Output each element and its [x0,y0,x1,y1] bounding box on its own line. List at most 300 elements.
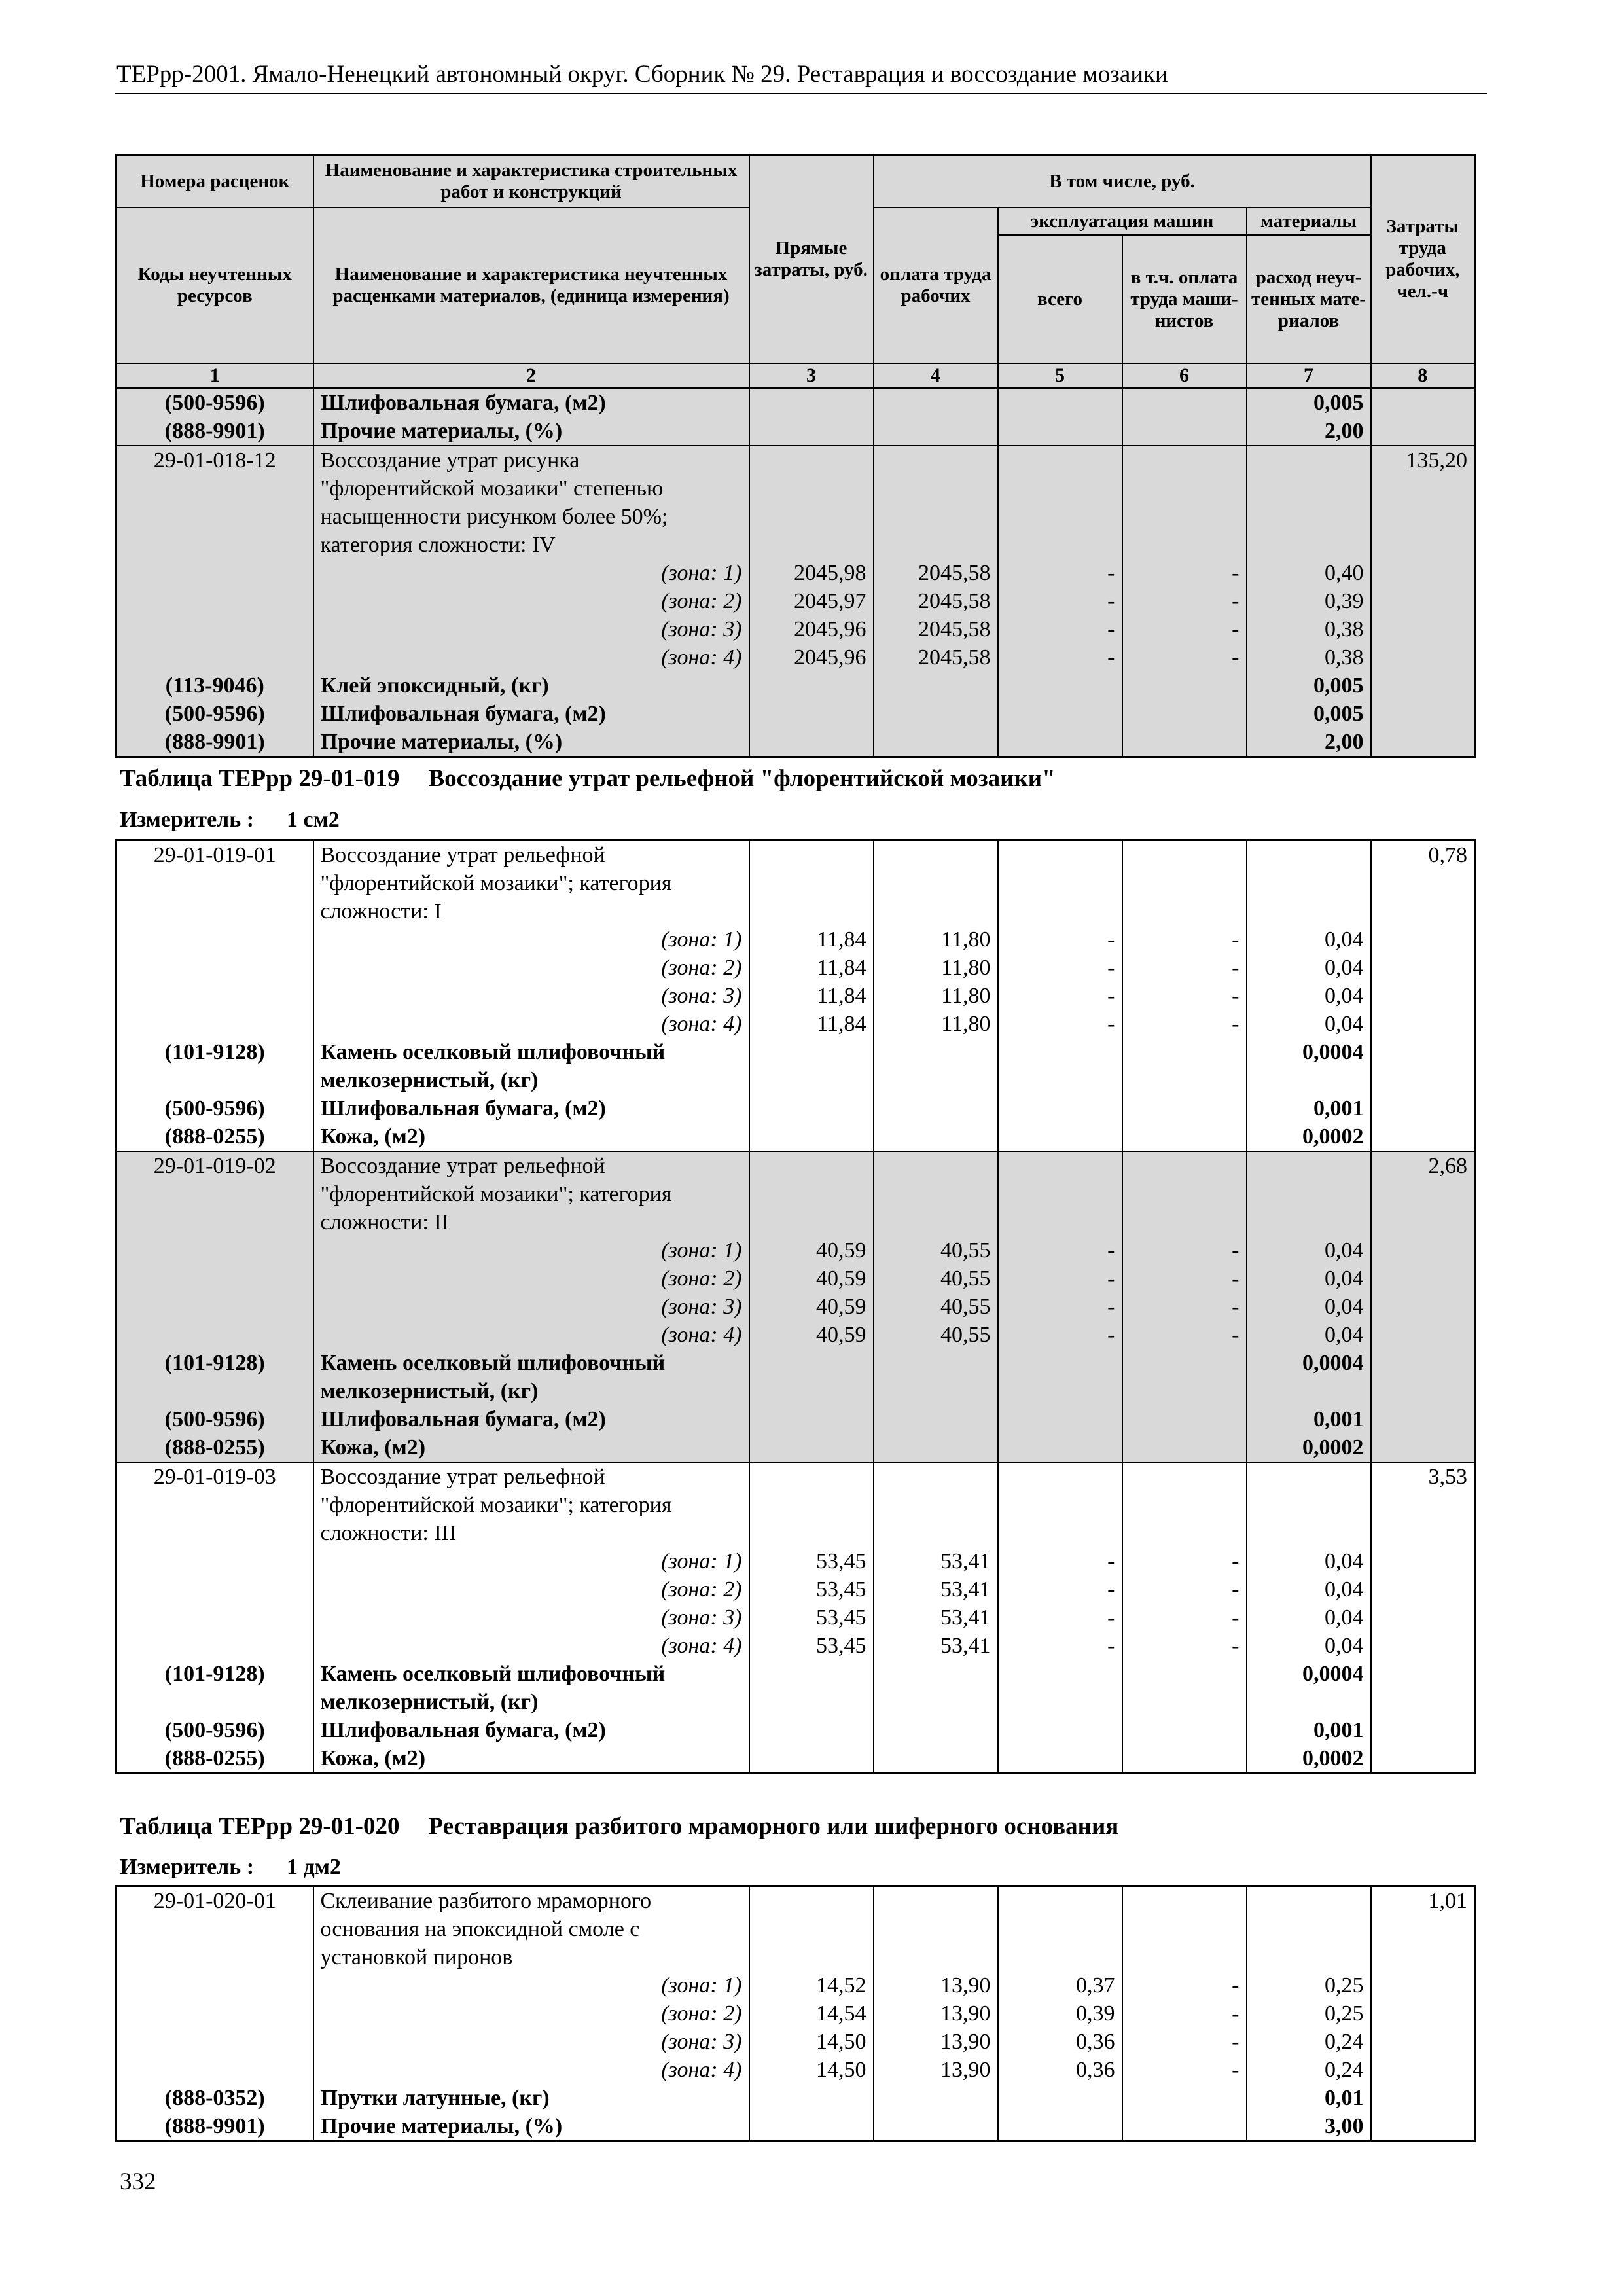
direct-costs-cell: 11,84 [749,925,874,954]
machine-total-cell [998,1688,1122,1716]
rate-code-cell: (888-0255) [116,1744,313,1774]
rate-code-cell [116,1208,313,1236]
labor-pay-cell: 13,90 [874,2028,998,2056]
labor-pay-cell [874,1349,998,1377]
meter-label: Измеритель : [120,1855,255,1879]
rate-code-cell [116,1377,313,1405]
labor-costs-cell [1371,1265,1475,1293]
description-cell: Воссоздание утрат рельефной [313,1462,749,1491]
table-row [116,897,1475,925]
materials-cell [1247,1519,1371,1547]
direct-costs-cell [749,869,874,897]
rate-code-cell [116,1547,313,1575]
table-row [116,388,1475,417]
machine-total-cell [998,1405,1122,1433]
direct-costs-cell [749,1433,874,1462]
machinist-pay-cell [1122,1208,1247,1236]
machine-total-cell: - [998,1321,1122,1349]
direct-costs-cell [749,1716,874,1744]
direct-costs-cell: 2045,97 [749,587,874,615]
labor-pay-cell [874,417,998,446]
rate-code-cell [116,954,313,982]
table-row [116,1433,1475,1462]
materials-cell: 0,04 [1247,982,1371,1010]
zone-label-cell: (зона: 3) [313,1293,749,1321]
column-number: 2 [313,363,749,388]
table-title: Воссоздание утрат рельефной "флорентийской мозаики" [428,765,1056,792]
rate-code-cell [116,1632,313,1660]
header-including: В том числе, руб. [874,155,1371,208]
labor-pay-cell [874,1038,998,1066]
machine-total-cell: - [998,982,1122,1010]
direct-costs-cell [749,2084,874,2112]
labor-costs-cell: 1,01 [1371,1886,1475,1916]
machinist-pay-cell [1122,531,1247,559]
rate-code-cell [116,2056,313,2084]
machinist-pay-cell: - [1122,615,1247,643]
machinist-pay-cell: - [1122,2056,1247,2084]
direct-costs-cell [749,1462,874,1491]
labor-costs-cell [1371,954,1475,982]
direct-costs-cell: 2045,96 [749,615,874,643]
rate-code-cell [116,1915,313,1943]
labor-pay-cell [874,1433,998,1462]
zone-label-cell: (зона: 1) [313,1971,749,2000]
machinist-pay-cell: - [1122,1293,1247,1321]
table-row [116,2028,1475,2056]
labor-costs-cell [1371,1066,1475,1094]
materials-cell [1247,897,1371,925]
materials-cell [1247,1688,1371,1716]
machinist-pay-cell: - [1122,925,1247,954]
materials-cell: 0,001 [1247,1094,1371,1122]
materials-cell: 0,04 [1247,1604,1371,1632]
machine-total-cell [998,869,1122,897]
machine-total-cell: - [998,1293,1122,1321]
materials-cell: 0,04 [1247,1265,1371,1293]
table-row [116,2056,1475,2084]
zone-label-cell: (зона: 2) [313,1575,749,1604]
description-cell: "флорентийской мозаики"; категория [313,1180,749,1208]
table-row [116,1405,1475,1433]
labor-pay-cell [874,446,998,475]
description-cell: мелкозернистый, (кг) [313,1066,749,1094]
rate-code-cell [116,1943,313,1971]
machine-total-cell [998,1716,1122,1744]
materials-cell: 0,0002 [1247,1433,1371,1462]
table-row [116,417,1475,446]
direct-costs-cell [749,1491,874,1519]
header-rule [115,93,1487,94]
machine-total-cell: 0,36 [998,2056,1122,2084]
direct-costs-cell [749,1151,874,1180]
meter-value: 1 дм2 [287,1855,341,1879]
rate-code-cell: (500-9596) [116,1094,313,1122]
table-row [116,869,1475,897]
materials-cell: 0,04 [1247,1575,1371,1604]
description-cell: Камень оселковый шлифовочный [313,1038,749,1066]
column-number: 6 [1122,363,1247,388]
machinist-pay-cell [1122,1462,1247,1491]
rates-table-018 [115,154,1476,758]
labor-costs-cell [1371,2000,1475,2028]
labor-costs-cell [1371,1660,1475,1688]
table-row [116,1971,1475,2000]
materials-cell: 0,25 [1247,1971,1371,2000]
description-cell: Прочие материалы, (%) [313,2112,749,2142]
rate-code-cell [116,1604,313,1632]
machine-total-cell [998,1943,1122,1971]
materials-cell [1247,446,1371,475]
table-row [116,1716,1475,1744]
rate-code-cell [116,1971,313,2000]
labor-costs-cell [1371,1519,1475,1547]
machinist-pay-cell [1122,1151,1247,1180]
materials-cell [1247,1491,1371,1519]
materials-cell: 0,04 [1247,1547,1371,1575]
machine-total-cell [998,2084,1122,2112]
column-numbers-row [116,363,1475,388]
machine-total-cell: - [998,587,1122,615]
machine-total-cell [998,1915,1122,1943]
table-row [116,1744,1475,1774]
section-title-019 [120,764,1056,793]
direct-costs-cell: 53,45 [749,1575,874,1604]
labor-costs-cell [1371,1632,1475,1660]
rate-code-cell: (888-9901) [116,728,313,757]
header-machinist-pay: в т.ч. оплата труда маши-нистов [1122,235,1247,363]
labor-pay-cell [874,1122,998,1151]
rate-code-cell: (888-0255) [116,1122,313,1151]
table-row [116,1462,1475,1491]
column-number: 4 [874,363,998,388]
labor-costs-cell [1371,1293,1475,1321]
rate-code-cell [116,2028,313,2056]
labor-pay-cell [874,1716,998,1744]
rates-table-020 [115,1885,1476,2142]
table-row [116,1151,1475,1180]
description-cell: сложности: I [313,897,749,925]
machinist-pay-cell [1122,1660,1247,1688]
labor-pay-cell [874,897,998,925]
table-row [116,1321,1475,1349]
machinist-pay-cell [1122,446,1247,475]
meter-label: Измеритель : [120,808,255,832]
labor-pay-cell [874,1943,998,1971]
labor-costs-cell [1371,1971,1475,2000]
header-direct-costs: Прямые затраты, руб. [749,155,874,364]
rate-code-cell [116,869,313,897]
labor-costs-cell [1371,1604,1475,1632]
machine-total-cell [998,1122,1122,1151]
labor-pay-cell [874,2084,998,2112]
materials-cell: 0,04 [1247,1010,1371,1038]
page-number: 332 [120,2168,156,2195]
machine-total-cell [998,700,1122,728]
machinist-pay-cell [1122,1744,1247,1774]
meter-020 [120,1854,341,1881]
machine-total-cell [998,1462,1122,1491]
machinist-pay-cell [1122,417,1247,446]
table-row [116,1122,1475,1151]
description-cell: мелкозернистый, (кг) [313,1688,749,1716]
header-rate-numbers: Номера расценок [116,155,313,208]
machine-total-cell: - [998,1236,1122,1265]
machinist-pay-cell [1122,2084,1247,2112]
machinist-pay-cell [1122,1688,1247,1716]
direct-costs-cell: 40,59 [749,1293,874,1321]
rate-code-cell [116,897,313,925]
labor-pay-cell [874,840,998,870]
machinist-pay-cell: - [1122,954,1247,982]
description-cell: категория сложности: IV [313,531,749,559]
labor-costs-cell [1371,1433,1475,1462]
labor-costs-cell: 135,20 [1371,446,1475,475]
labor-costs-cell [1371,1321,1475,1349]
machine-total-cell: 0,36 [998,2028,1122,2056]
table-id: Таблица ТЕРрр 29-01-019 [120,765,400,792]
labor-pay-cell [874,2112,998,2142]
direct-costs-cell [749,503,874,531]
materials-cell: 0,24 [1247,2028,1371,2056]
materials-cell: 0,39 [1247,587,1371,615]
rate-code-cell [116,2000,313,2028]
zone-label-cell: (зона: 4) [313,1632,749,1660]
machinist-pay-cell [1122,1716,1247,1744]
description-cell: Прочие материалы, (%) [313,417,749,446]
labor-pay-cell [874,1688,998,1716]
rate-code-cell [116,1265,313,1293]
zone-label-cell: (зона: 2) [313,2000,749,2028]
materials-cell [1247,840,1371,870]
header-machine-ops: эксплуатация машин [998,207,1247,235]
direct-costs-cell [749,840,874,870]
description-cell: Шлифовальная бумага, (м2) [313,1405,749,1433]
zone-label-cell: (зона: 4) [313,2056,749,2084]
labor-costs-cell [1371,503,1475,531]
rate-code-cell [116,615,313,643]
labor-costs-cell [1371,925,1475,954]
column-number: 7 [1247,363,1371,388]
machinist-pay-cell [1122,840,1247,870]
machine-total-cell [998,1886,1122,1916]
description-cell: Воссоздание утрат рельефной [313,840,749,870]
direct-costs-cell [749,1744,874,1774]
zone-label-cell: (зона: 3) [313,982,749,1010]
table-title: Реставрация разбитого мраморного или шиферного основания [428,1813,1119,1840]
labor-costs-cell [1371,1405,1475,1433]
table-row [116,954,1475,982]
labor-costs-cell [1371,2084,1475,2112]
direct-costs-cell [749,700,874,728]
direct-costs-cell: 11,84 [749,982,874,1010]
table-row [116,1066,1475,1094]
machine-total-cell [998,897,1122,925]
materials-cell: 0,04 [1247,1293,1371,1321]
rate-code-cell [116,559,313,587]
description-cell: Воссоздание утрат рисунка [313,446,749,475]
zone-label-cell: (зона: 1) [313,1236,749,1265]
direct-costs-cell [749,1688,874,1716]
description-cell: Кожа, (м2) [313,1122,749,1151]
labor-pay-cell [874,1519,998,1547]
table-row [116,1632,1475,1660]
table-row [116,2000,1475,2028]
direct-costs-cell: 11,84 [749,1010,874,1038]
labor-pay-cell [874,388,998,417]
table-row [116,503,1475,531]
machinist-pay-cell [1122,1491,1247,1519]
table-row [116,1575,1475,1604]
table-row [116,982,1475,1010]
table-row [116,615,1475,643]
machinist-pay-cell [1122,1943,1247,1971]
labor-costs-cell [1371,1010,1475,1038]
machine-total-cell [998,446,1122,475]
labor-costs-cell [1371,2056,1475,2084]
machinist-pay-cell [1122,1886,1247,1916]
machine-total-cell [998,840,1122,870]
rate-code-cell [116,1321,313,1349]
header-material-name: Наименование и характеристика неучтенных расценками материалов, (единица измерения) [313,207,749,363]
header-materials-expense: расход неуч-тенных мате-риалов [1247,235,1371,363]
machinist-pay-cell: - [1122,643,1247,672]
machine-total-cell: - [998,559,1122,587]
labor-costs-cell: 0,78 [1371,840,1475,870]
direct-costs-cell: 14,50 [749,2056,874,2084]
materials-cell: 0,01 [1247,2084,1371,2112]
table-row [116,1886,1475,1916]
direct-costs-cell [749,475,874,503]
machine-total-cell: - [998,1575,1122,1604]
direct-costs-cell [749,1943,874,1971]
table-header [116,155,1475,389]
materials-cell [1247,1943,1371,1971]
header-resource-codes: Коды неучтенных ресурсов [116,207,313,363]
table-row [116,1038,1475,1066]
rate-code-cell: 29-01-020-01 [116,1886,313,1916]
zone-label-cell: (зона: 2) [313,954,749,982]
machinist-pay-cell: - [1122,2000,1247,2028]
table-body [116,1886,1475,2142]
labor-pay-cell [874,1377,998,1405]
rate-code-cell [116,1066,313,1094]
direct-costs-cell [749,2112,874,2142]
machine-total-cell [998,1433,1122,1462]
rates-table-019 [115,839,1476,1774]
header-labor-pay: оплата труда рабочих [874,207,998,363]
labor-pay-cell: 2045,58 [874,559,998,587]
column-number: 5 [998,363,1122,388]
labor-pay-cell [874,1066,998,1094]
machinist-pay-cell [1122,1519,1247,1547]
machine-total-cell: - [998,1604,1122,1632]
machine-total-cell [998,1180,1122,1208]
materials-cell: 0,40 [1247,559,1371,587]
materials-cell: 0,001 [1247,1716,1371,1744]
rate-code-cell [116,1010,313,1038]
direct-costs-cell [749,1377,874,1405]
machine-total-cell [998,1066,1122,1094]
labor-pay-cell: 53,41 [874,1547,998,1575]
labor-pay-cell [874,728,998,757]
description-cell: Кожа, (м2) [313,1744,749,1774]
machinist-pay-cell [1122,1405,1247,1433]
direct-costs-cell: 14,52 [749,1971,874,2000]
rate-code-cell: (500-9596) [116,1716,313,1744]
labor-costs-cell [1371,1547,1475,1575]
labor-costs-cell [1371,475,1475,503]
zone-label-cell: (зона: 2) [313,587,749,615]
labor-pay-cell [874,1660,998,1688]
labor-costs-cell [1371,1491,1475,1519]
table-body [116,840,1475,1774]
machine-total-cell: 0,37 [998,1971,1122,2000]
column-number: 3 [749,363,874,388]
machinist-pay-cell [1122,1377,1247,1405]
zone-label-cell: (зона: 4) [313,1321,749,1349]
rate-code-cell: (888-0255) [116,1433,313,1462]
labor-pay-cell: 11,80 [874,982,998,1010]
table-row [116,1236,1475,1265]
direct-costs-cell: 40,59 [749,1265,874,1293]
table-row [116,1094,1475,1122]
materials-cell: 0,38 [1247,615,1371,643]
labor-costs-cell: 2,68 [1371,1151,1475,1180]
materials-cell: 3,00 [1247,2112,1371,2142]
description-cell: "флорентийской мозаики"; категория [313,869,749,897]
description-cell: Шлифовальная бумага, (м2) [313,1716,749,1744]
direct-costs-cell: 53,45 [749,1604,874,1632]
zone-label-cell: (зона: 3) [313,615,749,643]
rate-code-cell [116,1519,313,1547]
labor-pay-cell: 40,55 [874,1321,998,1349]
direct-costs-cell [749,1349,874,1377]
table-row [116,1943,1475,1971]
machinist-pay-cell [1122,475,1247,503]
machine-total-cell [998,1151,1122,1180]
materials-cell [1247,1886,1371,1916]
labor-pay-cell [874,672,998,700]
table-row [116,1377,1475,1405]
labor-pay-cell [874,1491,998,1519]
section-title-020 [120,1812,1118,1841]
table-row [116,1491,1475,1519]
labor-costs-cell [1371,1208,1475,1236]
rate-code-cell [116,1688,313,1716]
labor-pay-cell [874,531,998,559]
rate-code-cell [116,503,313,531]
zone-label-cell: (зона: 3) [313,1604,749,1632]
materials-cell [1247,1377,1371,1405]
machinist-pay-cell [1122,1122,1247,1151]
machinist-pay-cell: - [1122,2028,1247,2056]
page-header-title: ТЕРрр-2001. Ямало-Ненецкий автономный округ. Сборник № 29. Реставрация и воссоздание мозаики [116,61,1168,88]
machinist-pay-cell: - [1122,1604,1247,1632]
direct-costs-cell [749,531,874,559]
machinist-pay-cell [1122,2112,1247,2142]
rate-code-cell: 29-01-018-12 [116,446,313,475]
labor-costs-cell: 3,53 [1371,1462,1475,1491]
machinist-pay-cell [1122,728,1247,757]
rate-code-cell: (113-9046) [116,672,313,700]
description-cell: Шлифовальная бумага, (м2) [313,1094,749,1122]
labor-costs-cell [1371,982,1475,1010]
materials-cell: 0,005 [1247,672,1371,700]
machinist-pay-cell: - [1122,559,1247,587]
zone-label-cell: (зона: 2) [313,1265,749,1293]
description-cell: Клей эпоксидный, (кг) [313,672,749,700]
